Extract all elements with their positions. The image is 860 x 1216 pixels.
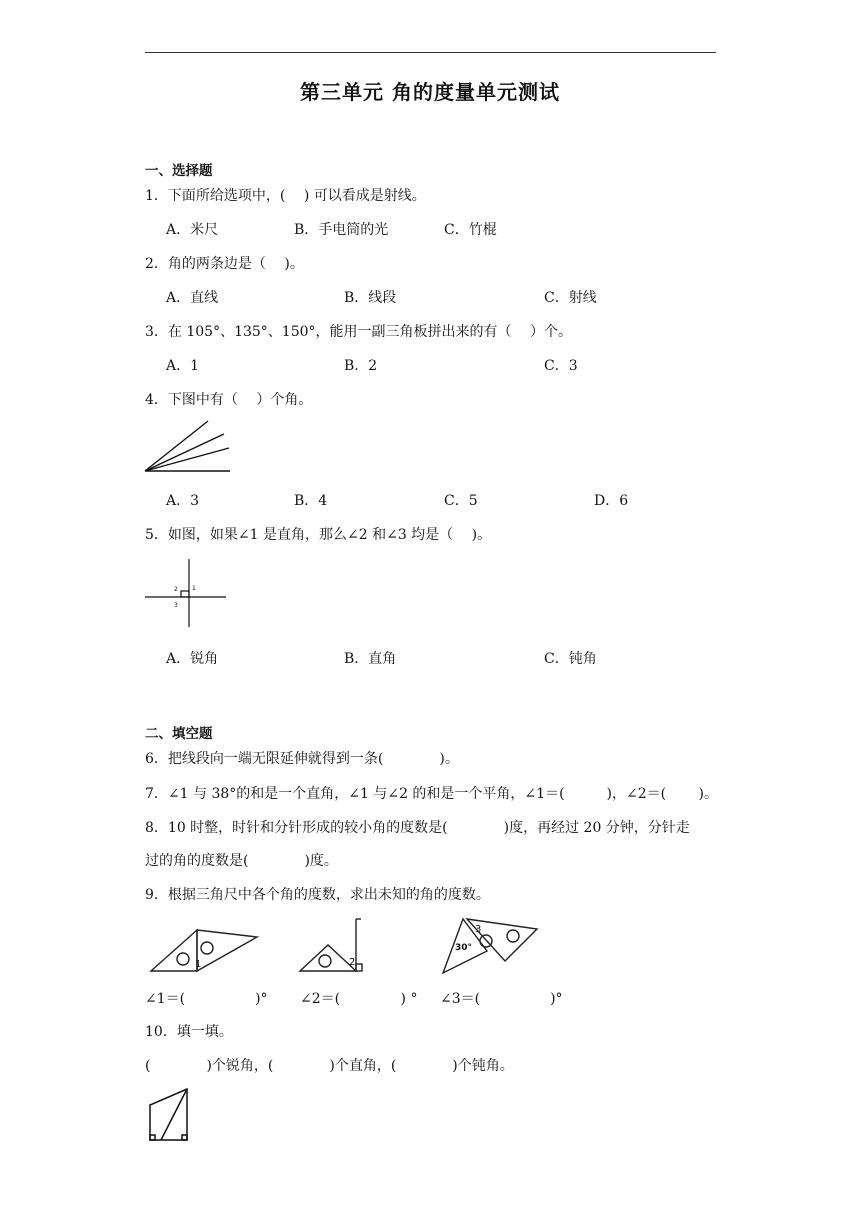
question-2-option-c: C．射线 xyxy=(544,290,597,306)
question-2-option-a: A．直线 xyxy=(166,290,219,306)
question-5-label-2: 2 xyxy=(174,586,178,593)
page-title: 第三单元 角的度量单元测试 xyxy=(300,80,560,104)
question-4-option-c: C．5 xyxy=(444,493,478,509)
question-9-text: 9．根据三角尺中各个角的度数，求出未知的角的度数。 xyxy=(145,887,490,903)
question-10-quadrilateral-figure xyxy=(145,1085,205,1145)
question-3-text: 3．在 105°、135°、150°，能用一副三角板拼出来的有（ ）个。 xyxy=(145,324,572,340)
question-4-option-b: B．4 xyxy=(294,493,328,509)
question-3-option-a: A．1 xyxy=(166,358,200,374)
section-heading-choice: 一、选择题 xyxy=(145,163,213,179)
question-5-text: 5．如图，如果∠1 是直角，那么∠2 和∠3 均是（ )。 xyxy=(145,527,492,543)
question-5-option-b: B．直角 xyxy=(344,651,397,667)
question-4-angle-figure xyxy=(140,415,240,479)
section-heading-fill: 二、填空题 xyxy=(145,726,213,742)
question-1-option-a: A．米尺 xyxy=(166,222,219,238)
question-10-text: 10．填一填。 xyxy=(145,1024,233,1040)
question-5-option-c: C．钝角 xyxy=(544,651,597,667)
question-9-answer-1: ∠1＝( )° xyxy=(145,991,268,1007)
question-7-text: 7．∠1 与 38°的和是一个直角，∠1 与∠2 的和是一个平角，∠1＝( )，∠2＝( )。 xyxy=(145,786,719,802)
question-9-label-2: 2 xyxy=(349,957,356,968)
question-4-option-d: D．6 xyxy=(594,493,629,509)
question-2-option-b: B．线段 xyxy=(344,290,397,306)
header-rule xyxy=(145,52,716,53)
question-9-label-30: 30° xyxy=(455,943,473,953)
question-8-line-1: 8．10 时整，时针和分针形成的较小角的度数是( )度，再经过 20 分钟，分针走 xyxy=(145,820,690,836)
question-10-line-2: ( )个锐角，( )个直角，( )个钝角。 xyxy=(145,1058,514,1074)
question-2-text: 2．角的两条边是（ )。 xyxy=(145,256,304,272)
question-4-text: 4．下图中有（ ）个角。 xyxy=(145,392,313,408)
question-1-option-c: C．竹棍 xyxy=(444,222,497,238)
question-1-option-b: B．手电筒的光 xyxy=(294,222,389,238)
question-9-set-square-figures xyxy=(145,915,565,975)
question-3-option-b: B．2 xyxy=(344,358,378,374)
question-9-answer-3: ∠3＝( )° xyxy=(440,991,563,1007)
question-5-option-a: A．锐角 xyxy=(166,651,219,667)
question-3-option-c: C．3 xyxy=(544,358,578,374)
question-6-text: 6．把线段向一端无限延伸就得到一条( )。 xyxy=(145,751,459,767)
question-5-perpendicular-figure xyxy=(140,555,235,630)
question-9-answer-2: ∠2＝( ) ° xyxy=(300,991,418,1007)
question-1-text: 1．下面所给选项中，( ) 可以看成是射线。 xyxy=(145,188,426,204)
question-9-label-1: 1 xyxy=(195,959,202,970)
question-8-line-2: 过的角的度数是( )度。 xyxy=(145,853,338,869)
question-5-label-1: 1 xyxy=(192,585,196,592)
question-4-option-a: A．3 xyxy=(166,493,200,509)
question-9-label-3: 3 xyxy=(475,924,482,935)
question-5-label-3: 3 xyxy=(174,602,178,609)
